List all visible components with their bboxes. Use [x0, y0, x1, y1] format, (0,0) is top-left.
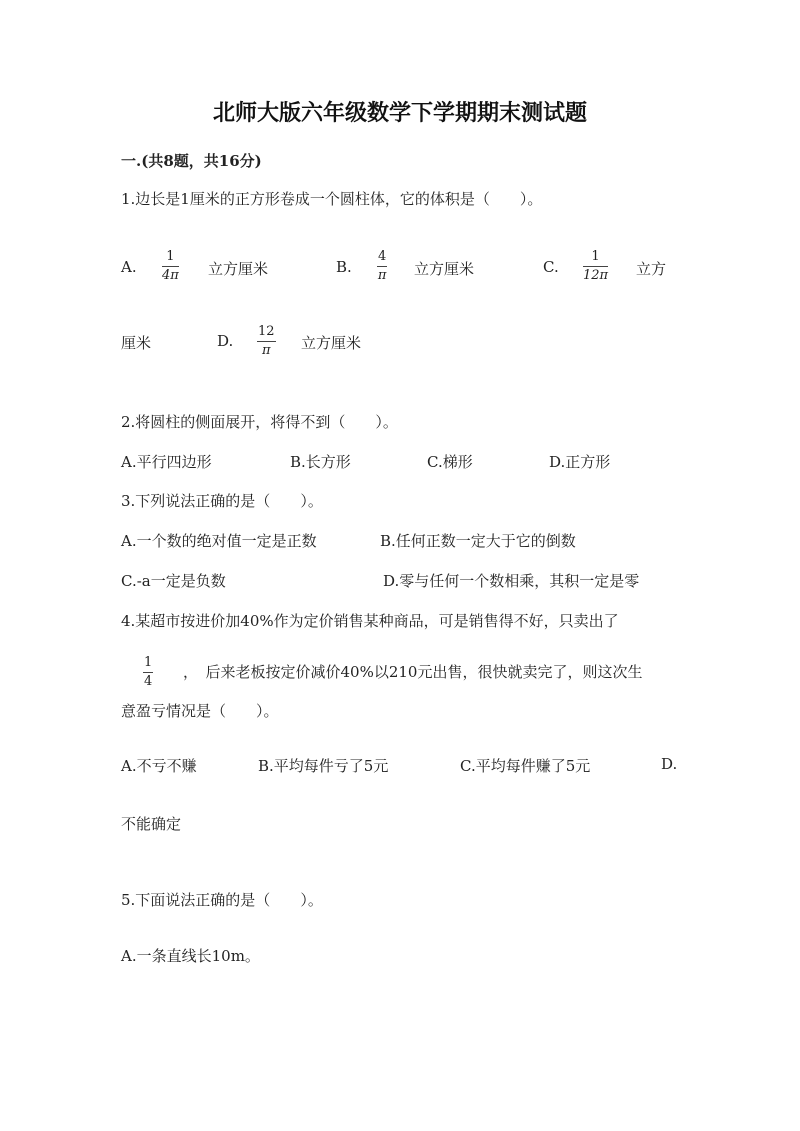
q4-option-d-label: D. — [661, 755, 678, 773]
question-4-text-line2: ， 后来老板按定价减价40%以210元出售，很快就卖完了，则这次生 — [183, 663, 643, 681]
q1-option-d-unit: 立方厘米 — [301, 334, 362, 352]
fraction-numerator: 1 — [144, 655, 153, 670]
q5-option-a: A.一条直线长10m。 — [121, 947, 260, 965]
question-5-text: 5.下面说法正确的是（ ）。 — [121, 891, 323, 909]
fraction-denominator: π — [262, 343, 271, 358]
q4-fraction — [143, 656, 153, 689]
q1-option-b-label: B. — [336, 258, 352, 276]
q4-option-a: A.不亏不赚 — [121, 757, 197, 775]
q1-option-d-fraction — [257, 325, 276, 358]
fraction-denominator: 12π — [583, 268, 609, 283]
question-2-text: 2.将圆柱的侧面展开，将得不到（ ）。 — [121, 413, 398, 431]
q1-option-a-fraction — [162, 250, 179, 283]
question-4-text-line3: 意盈亏情况是（ ）。 — [121, 702, 279, 720]
fraction-numerator: 4 — [378, 249, 387, 264]
fraction-denominator: π — [377, 268, 387, 283]
fraction-denominator: 4 — [144, 674, 153, 689]
q1-option-b-fraction — [377, 250, 387, 283]
q4-option-c: C.平均每件赚了5元 — [460, 757, 591, 775]
question-1-text: 1.边长是1厘米的正方形卷成一个圆柱体，它的体积是（ ）。 — [121, 190, 543, 208]
q3-option-b: B.任何正数一定大于它的倒数 — [380, 532, 576, 550]
q1-option-a-unit: 立方厘米 — [208, 260, 269, 278]
q1-option-c-fraction — [583, 250, 608, 283]
q4-option-d-text: 不能确定 — [121, 815, 182, 833]
q1-option-d-label: D. — [217, 332, 234, 350]
question-3-text: 3.下列说法正确的是（ ）。 — [121, 492, 323, 510]
q1-option-a-label: A. — [121, 258, 137, 276]
fraction-numerator: 1 — [166, 249, 175, 264]
section-heading: 一.(共8题，共16分) — [121, 152, 262, 170]
q3-option-d: D.零与任何一个数相乘，其积一定是零 — [383, 572, 640, 590]
q1-option-b-unit: 立方厘米 — [414, 260, 475, 278]
fraction-numerator: 12 — [258, 324, 275, 339]
page-title: 北师大版六年级数学下学期期末测试题 — [212, 100, 587, 126]
q2-option-d: D.正方形 — [549, 453, 611, 471]
q3-option-c: C.-a一定是负数 — [121, 572, 226, 590]
q2-option-c: C.梯形 — [427, 453, 473, 471]
question-4-text-line1: 4.某超市按进价加40%作为定价销售某种商品，可是销售得不好，只卖出了 — [121, 612, 619, 630]
fraction-denominator: 4π — [162, 268, 179, 283]
q4-option-b: B.平均每件亏了5元 — [258, 757, 389, 775]
q3-option-a: A.一个数的绝对值一定是正数 — [121, 532, 317, 550]
q2-option-a: A.平行四边形 — [121, 453, 212, 471]
q1-option-c-unit-wrap: 厘米 — [121, 334, 152, 352]
fraction-numerator: 1 — [591, 249, 600, 264]
q2-option-b: B.长方形 — [290, 453, 351, 471]
q1-option-c-unit: 立方 — [636, 260, 667, 278]
q1-option-c-label: C. — [543, 258, 559, 276]
